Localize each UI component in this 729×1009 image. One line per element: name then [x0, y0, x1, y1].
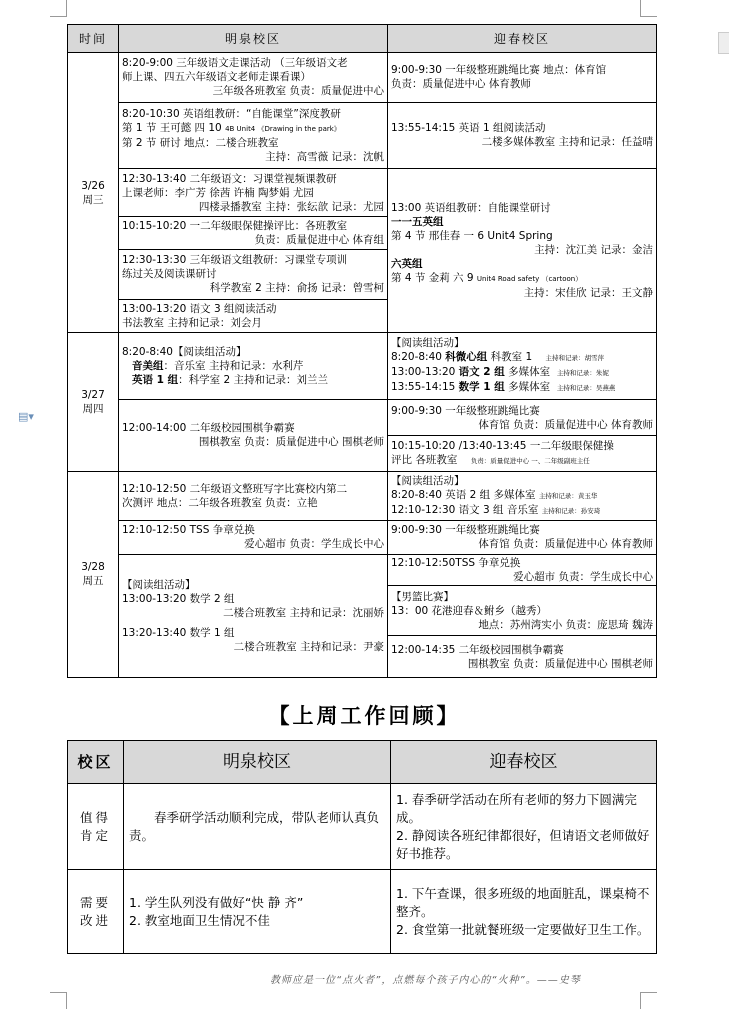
review-improve-yingchun: 1. 下午查课，很多班级的地面脏乱，课桌椅不整齐。 2. 食堂第一批就餐班级一定要做好卫生工作。	[391, 870, 657, 954]
yc-0327-event-2: 9:00-9:30 一年级整班跳绳比赛 体育馆 负责：质量促进中心 体育教师	[388, 399, 657, 435]
review-header-mingquan: 明泉校区	[124, 741, 391, 784]
schedule-row	[68, 399, 657, 435]
mq-0326-event-2: 8:20-10:30 英语组教研：“自能课堂”深度教研 第 1 节 王可懿 四 10 4B Unit4 《Drawing in the park》 第 2 节 研讨 地点：二楼合班教室 主持：高雪薇 记录：沈帆	[119, 102, 388, 169]
yc-0328-event-3: 12:10-12:50TSS 争章兑换 爱心超市 负责：学生成长中心	[388, 554, 657, 585]
schedule-row	[68, 471, 657, 521]
review-header-campus: 校区	[68, 741, 124, 784]
crop-mark-bottom-right	[640, 992, 657, 1009]
yc-0328-event-1: 【阅读组活动】 8:20-8:40 英语 2 组 多媒体室 主持和记录：黄玉华 12:10-12:30 语文 3 组 音乐室 主持和记录：孙安琦	[388, 471, 657, 521]
day-cell-0327	[68, 333, 119, 472]
weekly-schedule-table	[67, 24, 657, 678]
yc-0328-event-5: 12:00-14:35 二年级校园围棋争霸赛 围棋教室 负责：质量促进中心 围棋老师	[388, 636, 657, 678]
day-cell-0326	[68, 53, 119, 333]
footer-quote: 教师应是一位“点火者”，点燃每个孩子内心的“火种”。——史琴	[270, 975, 581, 986]
day-cell-0328	[68, 471, 119, 677]
mq-0327-event-1: 8:20-8:40【阅读组活动】 音美组：音乐室 主持和记录：水利芹 英语 1 组：科学室 2 主持和记录：刘兰兰	[119, 333, 388, 400]
document-map-icon[interactable]: ▤▾	[18, 410, 34, 423]
yc-0326-event-1: 9:00-9:30 一年级整班跳绳比赛 地点：体育馆 负责：质量促进中心 体育教师	[388, 53, 657, 103]
crop-mark-bottom-left	[50, 992, 67, 1009]
review-title: 【上周工作回顾】	[268, 703, 461, 728]
day-weekday: 周四	[82, 402, 104, 415]
schedule-row	[68, 102, 657, 169]
yc-0328-event-4: 【男篮比赛】 13：00 花港迎春＆鲋乡（越秀） 地点：苏州湾实小 负责：庞思琦 魏涛	[388, 585, 657, 636]
yc-0327-event-1: 【阅读组活动】 8:20-8:40 科微心组 科教室 1 主持和记录：胡雪萍 13:00-13:20 语文 2 组 多媒体室 主持和记录：朱妮 13:55-14:15 数学 1 组 多媒体室 主持和记录：吴燕燕	[388, 333, 657, 400]
mq-0326-event-1: 8:20-9:00 三年级语文走课活动 （三年级语文老 师上课、四五六年级语文老师走课看课） 三年级各班教室 负责：质量促进中心	[119, 53, 388, 103]
review-praise-yingchun: 1. 春季研学活动在所有老师的努力下圆满完成。 2. 静阅读各班纪律都很好，但请语文老师做好好书推荐。	[391, 784, 657, 870]
crop-mark-top-right	[640, 0, 657, 17]
yc-0328-event-2: 9:00-9:30 一年级整班跳绳比赛 体育馆 负责：质量促进中心 体育教师	[388, 521, 657, 554]
header-time: 时间	[68, 25, 119, 53]
page-corner-icon	[718, 32, 729, 54]
mq-0326-event-5: 12:30-13:30 三年级语文组教研：习课堂专项训 练过关及阅读课研讨 科学教室 2 主持：俞扬 记录：曾雪柯	[119, 250, 388, 300]
header-mingquan: 明泉校区	[119, 25, 388, 53]
schedule-row	[68, 521, 657, 554]
day-date: 3/26	[81, 179, 105, 192]
mq-0326-event-6: 13:00-13:20 语文 3 组阅读活动 书法教室 主持和记录：刘会月	[119, 299, 388, 332]
review-header-row	[68, 741, 657, 784]
crop-mark-top-left	[50, 0, 67, 17]
schedule-row	[68, 554, 657, 585]
mq-0328-event-1: 12:10-12:50 二年级语文整班写字比赛校内第二 次测评 地点：二年级各班教室 负责：立艳	[119, 471, 388, 521]
mq-0328-event-3: 【阅读组活动】 13:00-13:20 数学 2 组 二楼合班教室 主持和记录：沈丽娇 13:20-13:40 数学 1 组 二楼合班教室 主持和记录：尹豪	[119, 554, 388, 677]
review-label-praise: 值得肯定	[68, 784, 124, 870]
schedule-row	[68, 169, 657, 217]
yc-0326-event-3: 13:00 英语组教研：自能课堂研讨 一一五英组 第 4 节 邢佳春 一 6 Unit4 Spring 主持：沈江美 记录：金洁 六英组 第 4 节 金莉 六 9 Unit4 Road safety （cartoon） 主持：宋佳欣 记录：王文静	[388, 169, 657, 333]
schedule-row	[68, 333, 657, 400]
review-label-improve: 需要改进	[68, 870, 124, 954]
mq-0326-event-4: 10:15-10:20 一二年级眼保健操评比：各班教室 负责：质量促进中心 体育组	[119, 216, 388, 249]
review-header-yingchun: 迎春校区	[391, 741, 657, 784]
review-row-improve	[68, 870, 657, 954]
review-improve-mingquan: 1. 学生队列没有做好“快 静 齐” 2. 教室地面卫生情况不佳	[124, 870, 391, 954]
mq-0327-event-2: 12:00-14:00 二年级校园围棋争霸赛 围棋教室 负责：质量促进中心 围棋老师	[119, 399, 388, 471]
review-row-praise	[68, 784, 657, 870]
day-date: 3/28	[81, 561, 105, 574]
schedule-header-row	[68, 25, 657, 53]
day-weekday: 周三	[82, 193, 104, 206]
yc-0327-event-3: 10:15-10:20 /13:40-13:45 一二年级眼保健操 评比 各班教室 负责：质量促进中心 一、二年级副班主任	[388, 436, 657, 471]
review-table	[67, 740, 657, 954]
header-yingchun: 迎春校区	[388, 25, 657, 53]
day-date: 3/27	[81, 388, 105, 401]
mq-0328-event-2: 12:10-12:50 TSS 争章兑换 爱心超市 负责：学生成长中心	[119, 521, 388, 554]
yc-0326-event-2: 13:55-14:15 英语 1 组阅读活动 二楼多媒体教室 主持和记录：任益晴	[388, 102, 657, 169]
review-praise-mingquan: 春季研学活动顺利完成，带队老师认真负责。	[124, 784, 391, 870]
mq-0326-event-3: 12:30-13:40 二年级语文：习课堂视频课教研 上课老师：李广芳 徐茜 许楠 陶梦娟 尤园 四楼录播教室 主持：张纭歆 记录：尤园	[119, 169, 388, 217]
day-weekday: 周五	[82, 575, 104, 588]
schedule-row	[68, 53, 657, 103]
